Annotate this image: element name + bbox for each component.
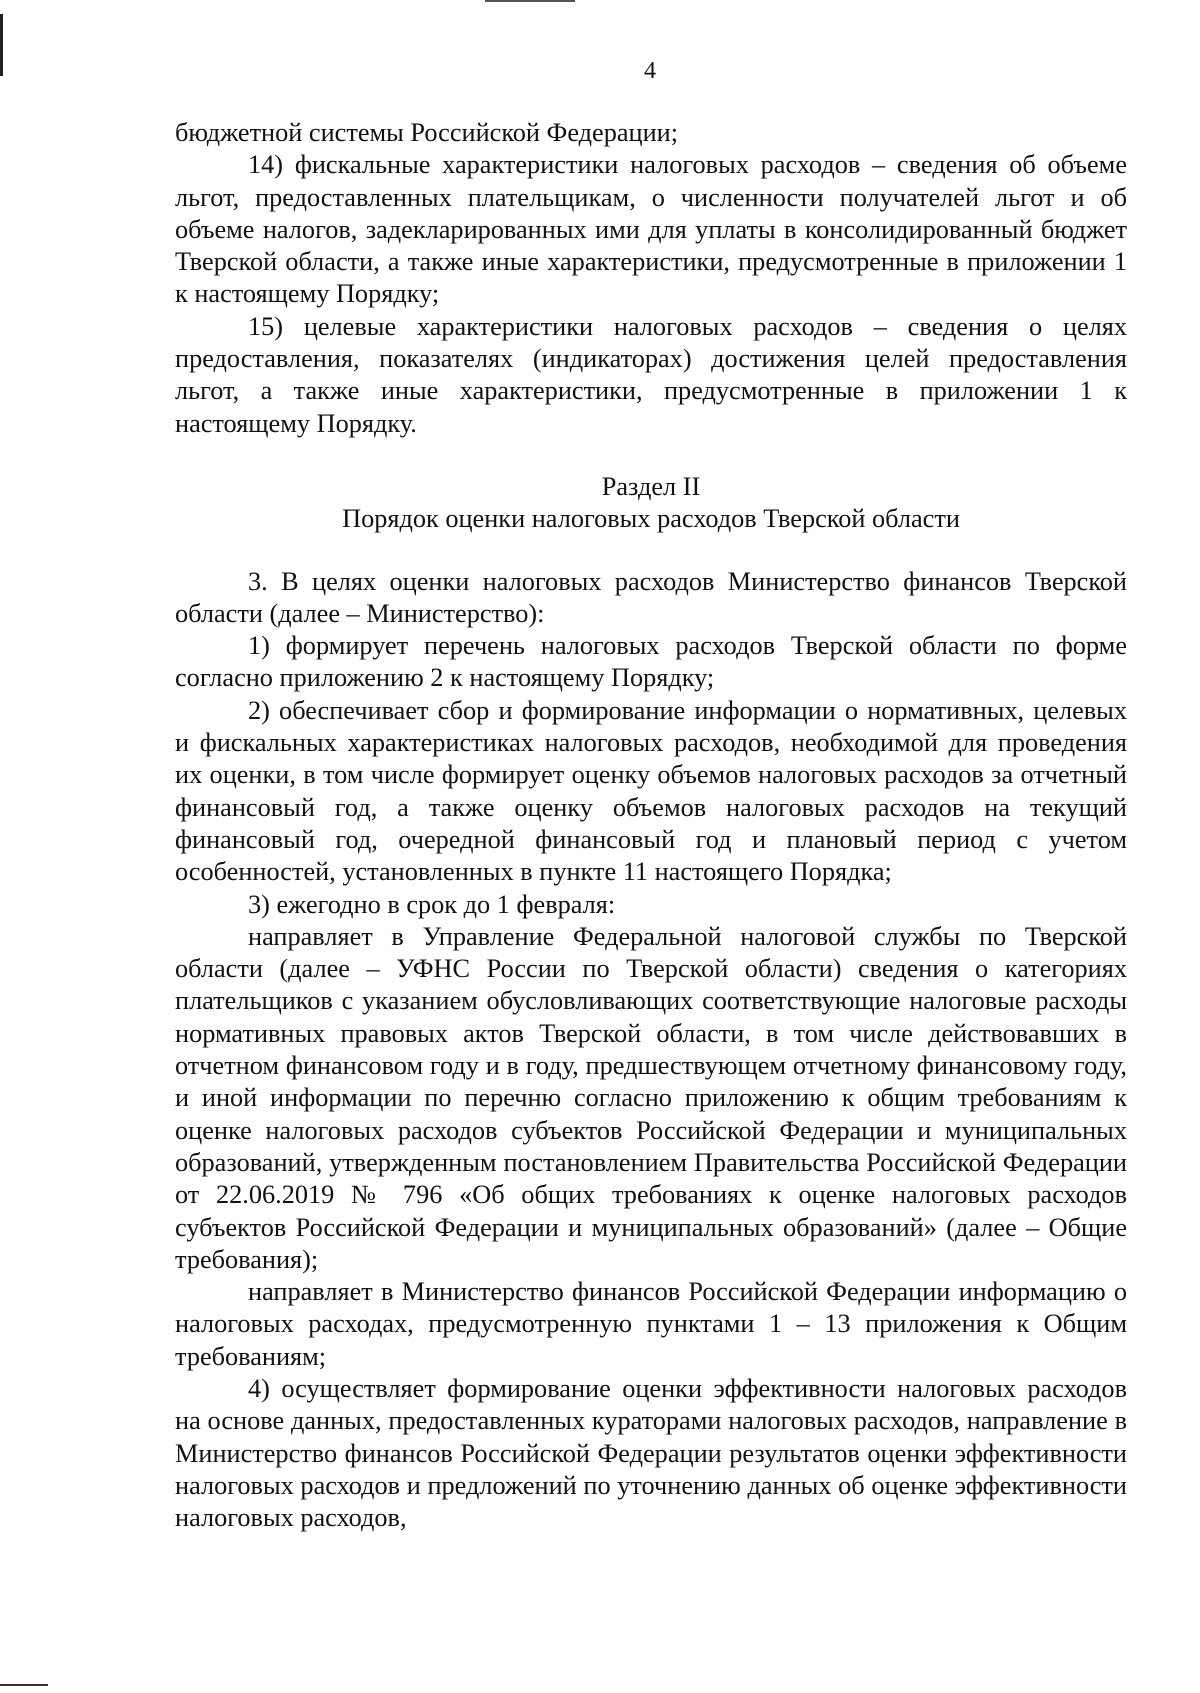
paragraph-subitem-2: 2) обеспечивает сбор и формирование информации о нормативных, целевых и фискальных характеристиках налоговых расходов, необходимой для проведения их оценки, в том числе формирует оценку объемов налоговых расходов за отчетный финансовый год, а также оценку объемов налоговых расходов на текущий финансовый год, очередной финансовый год и плановый период с учетом особенностей, установленных в пункте 11 настоящего Порядка;: [175, 695, 1127, 887]
paragraph-ufns-direction: направляет в Управление Федеральной налоговой службы по Тверской области (далее – УФНС России по Тверской области) сведения о категориях плательщиков с указанием обусловливающих соответствующие налоговые расходы нормативных правовых актов Тверской области, в том числе действовавших в отчетном финансовом году и в году, предшествующем отчетному финансовому году, и иной информации по перечню согласно приложению к общим требованиям к оценке налоговых расходов субъектов Российской Федерации и муниципальных образований, утвержденным постановлением Правительства Российской Федерации от 22.06.2019 № 796 «Об общих требованиях к оценке налоговых расходов субъектов Российской Федерации и муниципальных образований» (далее – Общие требования);: [175, 921, 1127, 1274]
paragraph-clause-3: 3. В целях оценки налоговых расходов Министерство финансов Тверской области (далее – Министерство):: [175, 566, 1127, 628]
paragraph-subitem-1: 1) формирует перечень налоговых расходов Тверской области по форме согласно приложению 2 к настоящему Порядку;: [175, 631, 1127, 693]
paragraph-minfin-direction: направляет в Министерство финансов Российской Федерации информацию о налоговых расходах, предусмотренную пунктами 1 – 13 приложения к Общим требованиям;: [175, 1277, 1127, 1371]
scan-edge-mark-bottom: [0, 1684, 48, 1686]
paragraph-subitem-4: 4) осуществляет формирование оценки эффективности налоговых расходов на основе данных, предоставленных кураторами налоговых расходов, направление в Министерство финансов Российской Федерации результатов оценки эффективности налоговых расходов и предложений по уточнению данных об оценке эффективности налоговых расходов,: [175, 1373, 1127, 1533]
section-label: Раздел II: [601, 471, 701, 501]
document-body: [175, 117, 1127, 1534]
paragraph-item-14: 14) фискальные характеристики налоговых расходов – сведения об объеме льгот, предоставленных плательщикам, о численности получателей льгот и об объеме налогов, задекларированных ими для уплаты в консолидированный бюджет Тверской области, а также иные характеристики, предусмотренные в приложении 1 к настоящему Порядку;: [175, 150, 1127, 309]
scan-edge-mark-top: [485, 0, 575, 2]
page-number: 4: [644, 58, 656, 84]
paragraph-item-15: 15) целевые характеристики налоговых расходов – сведения о целях предоставления, показателях (индикаторах) достижения целей предоставления льгот, а также иные характеристики, предусмотренные в приложении 1 к настоящему Порядку.: [175, 311, 1127, 438]
paragraph-subitem-3: 3) ежегодно в срок до 1 февраля:: [248, 889, 616, 919]
paragraph-continuation: бюджетной системы Российской Федерации;: [175, 118, 679, 147]
section-title: Порядок оценки налоговых расходов Тверской области: [342, 504, 960, 534]
